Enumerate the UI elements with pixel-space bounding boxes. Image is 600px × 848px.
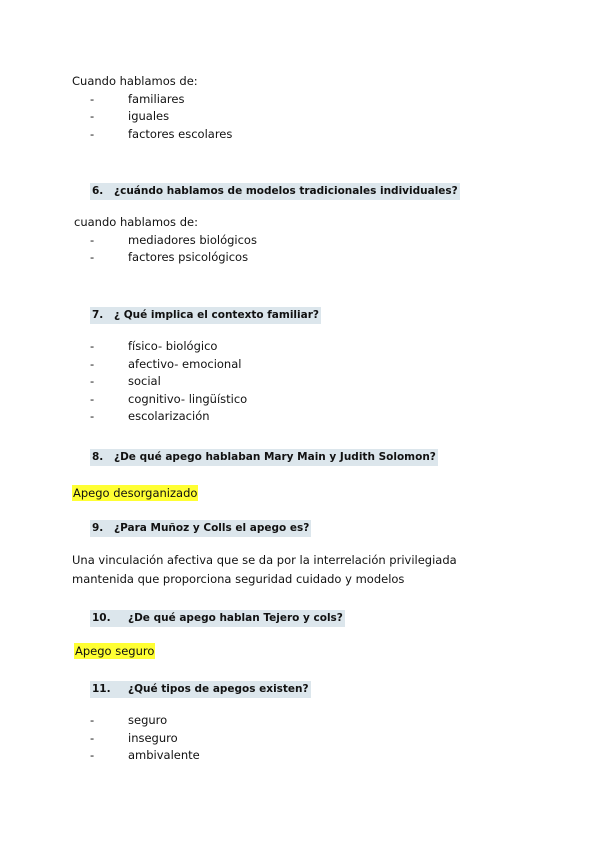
list-item: - familiares — [90, 91, 232, 109]
question-text: ¿ Qué implica el contexto familiar? — [114, 309, 319, 321]
list-item: - afectivo- emocional — [90, 356, 247, 374]
question-heading — [90, 307, 321, 324]
question-number: 10. — [92, 612, 111, 624]
list-item: - iguales — [90, 108, 232, 126]
answer-9: Una vinculación afectiva que se da por la interrelación privilegiada mantenida que proporciona seguridad cuidado y modelos — [72, 553, 457, 586]
question-heading — [90, 610, 345, 627]
list-item: - cognitivo- lingüístico — [90, 391, 247, 409]
list-iguales — [90, 91, 232, 144]
question-number: 6. — [92, 185, 104, 197]
intro-iguales-block — [72, 73, 232, 143]
list-item: - social — [90, 373, 247, 391]
list-item: - factores escolares — [90, 126, 232, 144]
question-number: 9. — [92, 522, 104, 534]
list-tipos — [90, 712, 200, 765]
list-item: - mediadores biológicos — [90, 232, 257, 250]
question-number: 7. — [92, 309, 104, 321]
question-heading — [90, 520, 311, 537]
question-text: ¿cuándo hablamos de modelos tradicionales individuales? — [114, 185, 458, 197]
list-contexto — [90, 338, 247, 426]
question-text: ¿De qué apego hablaban Mary Main y Judith Solomon? — [114, 451, 436, 463]
list-item: - escolarización — [90, 408, 247, 426]
list-item: - inseguro — [90, 730, 200, 748]
question-heading — [90, 681, 311, 698]
question-heading — [90, 183, 460, 200]
list-modelos — [90, 232, 257, 267]
question-text: ¿Qué tipos de apegos existen? — [128, 683, 309, 695]
question-8 — [90, 445, 438, 466]
question-7 — [90, 303, 321, 324]
list-item: - seguro — [90, 712, 200, 730]
answer-10 — [74, 640, 155, 659]
list-item: - físico- biológico — [90, 338, 247, 356]
intro-text: cuando hablamos de: — [74, 215, 198, 229]
highlighted-answer: Apego seguro — [75, 644, 155, 658]
intro-modelos-block — [74, 214, 257, 267]
question-number: 11. — [92, 683, 111, 695]
list-tipos-block — [90, 712, 200, 765]
question-heading — [90, 449, 438, 466]
intro-text: Cuando hablamos de: — [72, 74, 198, 88]
list-item: - ambivalente — [90, 747, 200, 765]
highlighted-answer: Apego desorganizado — [73, 486, 198, 500]
question-9 — [90, 516, 311, 537]
question-10 — [90, 606, 345, 627]
question-text: ¿De qué apego hablan Tejero y cols? — [128, 612, 343, 624]
list-item: - factores psicológicos — [90, 249, 257, 267]
question-text: ¿Para Muñoz y Colls el apego es? — [114, 522, 310, 534]
answer-8 — [72, 482, 198, 501]
question-6 — [90, 179, 460, 200]
list-contexto-block — [90, 338, 247, 426]
question-number: 8. — [92, 451, 104, 463]
question-11 — [90, 677, 311, 698]
